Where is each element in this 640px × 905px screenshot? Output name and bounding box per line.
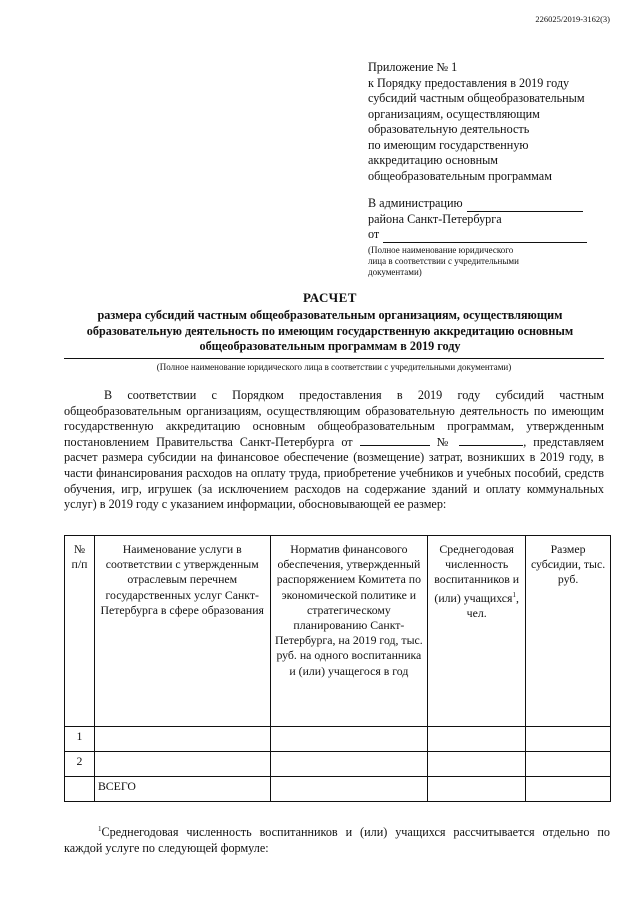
table-row <box>65 727 611 752</box>
from-field-note <box>368 245 618 278</box>
administration-blank-field[interactable] <box>467 200 583 212</box>
title-sub <box>60 308 600 355</box>
table-cell[interactable] <box>94 752 270 777</box>
document-title <box>60 290 600 355</box>
note-line: документами) <box>368 266 422 277</box>
note-line: лица в соответствии с учредительными <box>368 255 519 266</box>
appendix-line: аккредитацию основным <box>368 153 498 167</box>
table-cell[interactable] <box>270 727 428 752</box>
appendix-line: субсидий частным общеобразовательным <box>368 91 585 105</box>
body-text-part3: , представляем расчет размера субсидии на финансовое обеспечение (возмещение) затрат, возникших в 2019 году, в части финансирования расходов на оплату труда, приобретение учебников и учебных пособий, средств обучения, игр, игрушек (за исключением расходов на содержание зданий и оплату коммунальных услуг) в 2019 году с указанием информации, обосновывающей ее размер: <box>64 434 604 512</box>
table-cell[interactable] <box>428 777 526 802</box>
district-row <box>368 212 618 228</box>
date-blank-field[interactable] <box>360 435 430 446</box>
body-text-part1: В соответствии с Порядком предоставления в 2019 году субсидий частным общеобразовательным организациям, осуществляющим образовательную деятельность по имеющим государственную аккредитацию основным общеобразовательным программам, утвержденным постановлением Правительства Санкт-Петербурга от <box>64 388 604 449</box>
header-average-count-unit: чел. <box>466 605 487 620</box>
table-cell[interactable] <box>526 727 611 752</box>
appendix-line: Приложение № 1 <box>368 60 458 74</box>
table-cell[interactable] <box>94 727 270 752</box>
addressee-administration-row <box>368 196 618 212</box>
header-average-count-text: Среднегодовая численность воспитанников и (или) учащихся <box>434 542 520 605</box>
table-row <box>65 752 611 777</box>
appendix-line: к Порядку предоставления в 2019 году <box>368 75 570 90</box>
title-sub-line: размера субсидий частным общеобразовательным организациям, осуществляющим <box>97 308 563 322</box>
from-row <box>368 227 618 243</box>
table-cell[interactable] <box>526 777 611 802</box>
header-average-count: Среднегодовая численность воспитанников и (или) учащихся$^1$, чел. <box>428 536 526 727</box>
total-label: ВСЕГО <box>94 777 270 802</box>
title-main: РАСЧЕТ <box>303 290 357 305</box>
header-subsidy: Размер субсидии, тыс. руб. <box>526 536 611 727</box>
note-line: (Полное наименование юридического <box>368 244 514 255</box>
addressee-label: В администрацию <box>368 196 463 210</box>
table-header-row <box>65 536 611 727</box>
table-total-row <box>65 777 611 802</box>
calculation-table <box>64 535 611 802</box>
table-cell: 2 <box>65 752 95 777</box>
document-number: 226025/2019-3162(3) <box>535 14 610 24</box>
footnote-number: 1 <box>98 825 102 833</box>
table-cell[interactable] <box>526 752 611 777</box>
footnote <box>64 822 610 856</box>
organization-name-note: (Полное наименование юридического лица в соответствии с учредительными документами) <box>156 362 512 372</box>
table-cell: 1 <box>65 727 95 752</box>
table-cell[interactable] <box>270 777 428 802</box>
appendix-line: по имеющим государственную <box>368 137 529 152</box>
title-sub-line: общеобразовательным программам в 2019 году <box>199 339 461 353</box>
appendix-line: организациям, осуществляющим <box>368 106 540 121</box>
table-cell[interactable] <box>428 727 526 752</box>
appendix-line: общеобразовательным программам <box>368 168 552 183</box>
number-sign: № <box>436 434 453 449</box>
header-norm: Норматив финансового обеспечения, утвержденный распоряжением Комитета по экономической политике и стратегическому планированию Санкт-Петербурга, на 2019 год, тыс. руб. на одного воспитанника и (или) учащегося в год <box>270 536 428 727</box>
header-service-name: Наименование услуги в соответствии с утвержденным отраслевым перечнем государственных услуг Санкт-Петербурга в сфере образования <box>94 536 270 727</box>
table-cell[interactable] <box>428 752 526 777</box>
addressee-block <box>368 196 618 278</box>
organization-name-blank-field[interactable] <box>64 358 604 359</box>
appendix-header <box>368 60 618 184</box>
body-paragraph <box>64 388 604 513</box>
title-sub-line: образовательную деятельность по имеющим государственную аккредитацию основным <box>86 323 574 338</box>
from-label: от <box>368 227 380 241</box>
footnote-text: Среднегодовая численность воспитанников и (или) учащихся рассчитывается отдельно по каждой услуге по следующей формуле: <box>64 825 610 855</box>
header-number: № п/п <box>65 536 95 727</box>
number-blank-field[interactable] <box>459 435 523 446</box>
district-label: района Санкт-Петербурга <box>368 211 502 226</box>
table-cell[interactable] <box>270 752 428 777</box>
footnote-mark: 1 <box>512 590 516 599</box>
table-cell <box>65 777 95 802</box>
from-blank-field[interactable] <box>383 231 587 243</box>
appendix-line: образовательную деятельность <box>368 122 530 136</box>
